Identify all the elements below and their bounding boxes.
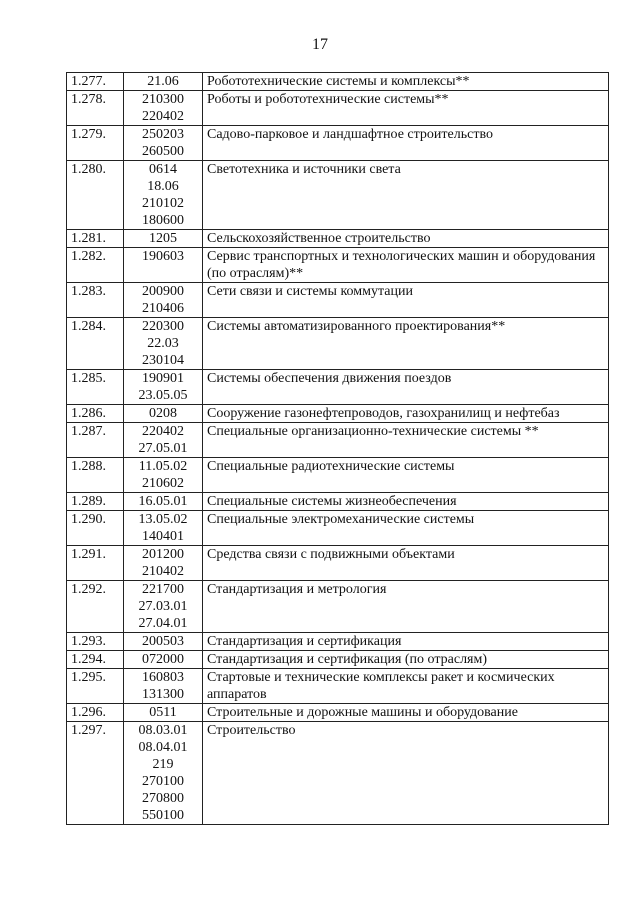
specialty-code: 200900 bbox=[142, 284, 184, 299]
specialty-code: 210402 bbox=[142, 564, 184, 579]
table-row bbox=[67, 651, 609, 669]
specialty-code: 220402 bbox=[142, 424, 184, 439]
specialty-code: 210406 bbox=[142, 301, 184, 316]
table-row bbox=[67, 546, 609, 581]
specialty-code: 22.03 bbox=[147, 336, 179, 351]
specialty-name: Стандартизация и сертификация (по отраслям) bbox=[203, 651, 609, 669]
table-body bbox=[67, 73, 609, 825]
row-number: 1.295. bbox=[67, 669, 124, 704]
specialty-code: 200503 bbox=[142, 634, 184, 649]
row-number: 1.294. bbox=[67, 651, 124, 669]
specialty-codes bbox=[124, 405, 203, 423]
row-number: 1.283. bbox=[67, 283, 124, 318]
specialty-codes bbox=[124, 73, 203, 91]
specialty-name: Специальные радиотехнические системы bbox=[203, 458, 609, 493]
specialty-name: Сервис транспортных и технологических машин и оборудования (по отраслям)** bbox=[203, 248, 609, 283]
specialty-name: Стандартизация и метрология bbox=[203, 581, 609, 633]
specialty-code: 219 bbox=[152, 757, 174, 772]
specialty-code: 08.04.01 bbox=[138, 740, 188, 755]
specialty-codes bbox=[124, 704, 203, 722]
row-number: 1.277. bbox=[67, 73, 124, 91]
table-row bbox=[67, 248, 609, 283]
specialty-code: 18.06 bbox=[147, 179, 179, 194]
row-number: 1.296. bbox=[67, 704, 124, 722]
specialty-code: 11.05.02 bbox=[138, 459, 188, 474]
table-row bbox=[67, 91, 609, 126]
specialty-code: 220300 bbox=[142, 319, 184, 334]
specialty-code: 23.05.05 bbox=[138, 388, 188, 403]
row-number: 1.289. bbox=[67, 493, 124, 511]
specialty-code: 270800 bbox=[142, 791, 184, 806]
specialty-code: 16.05.01 bbox=[138, 494, 188, 509]
table-row bbox=[67, 370, 609, 405]
specialty-codes bbox=[124, 370, 203, 405]
specialty-code: 250203 bbox=[142, 127, 184, 142]
specialty-codes bbox=[124, 126, 203, 161]
row-number: 1.297. bbox=[67, 722, 124, 825]
table-row bbox=[67, 73, 609, 91]
specialty-codes bbox=[124, 161, 203, 230]
row-number: 1.278. bbox=[67, 91, 124, 126]
specialty-codes bbox=[124, 423, 203, 458]
specialty-code: 072000 bbox=[142, 652, 184, 667]
specialty-codes bbox=[124, 722, 203, 825]
specialty-name: Специальные системы жизнеобеспечения bbox=[203, 493, 609, 511]
specialty-code: 190603 bbox=[142, 249, 184, 264]
row-number: 1.279. bbox=[67, 126, 124, 161]
row-number: 1.292. bbox=[67, 581, 124, 633]
table-row bbox=[67, 633, 609, 651]
table-row bbox=[67, 283, 609, 318]
table-row bbox=[67, 669, 609, 704]
specialty-name: Системы обеспечения движения поездов bbox=[203, 370, 609, 405]
row-number: 1.291. bbox=[67, 546, 124, 581]
specialty-table bbox=[66, 72, 609, 825]
specialty-code: 270100 bbox=[142, 774, 184, 789]
specialty-name: Стартовые и технические комплексы ракет и космических аппаратов bbox=[203, 669, 609, 704]
specialty-name: Роботы и робототехнические системы** bbox=[203, 91, 609, 126]
specialty-name: Специальные организационно-технические системы ** bbox=[203, 423, 609, 458]
specialty-name: Сельскохозяйственное строительство bbox=[203, 230, 609, 248]
specialty-code: 210602 bbox=[142, 476, 184, 491]
table-row bbox=[67, 511, 609, 546]
specialty-code: 13.05.02 bbox=[138, 512, 188, 527]
table-row bbox=[67, 230, 609, 248]
table-row bbox=[67, 722, 609, 825]
specialty-name: Садово-парковое и ландшафтное строительство bbox=[203, 126, 609, 161]
specialty-name: Строительные и дорожные машины и оборудование bbox=[203, 704, 609, 722]
specialty-codes bbox=[124, 458, 203, 493]
specialty-name: Стандартизация и сертификация bbox=[203, 633, 609, 651]
row-number: 1.285. bbox=[67, 370, 124, 405]
specialty-code: 230104 bbox=[142, 353, 184, 368]
specialty-codes bbox=[124, 248, 203, 283]
table-row bbox=[67, 458, 609, 493]
table-row bbox=[67, 581, 609, 633]
specialty-codes bbox=[124, 651, 203, 669]
table-row bbox=[67, 318, 609, 370]
specialty-name: Робототехнические системы и комплексы** bbox=[203, 73, 609, 91]
specialty-code: 190901 bbox=[142, 371, 184, 386]
specialty-name: Строительство bbox=[203, 722, 609, 825]
row-number: 1.284. bbox=[67, 318, 124, 370]
specialty-code: 140401 bbox=[142, 529, 184, 544]
specialty-codes bbox=[124, 318, 203, 370]
specialty-code: 180600 bbox=[142, 213, 184, 228]
specialty-name: Сооружение газонефтепроводов, газохранилищ и нефтебаз bbox=[203, 405, 609, 423]
specialty-codes bbox=[124, 546, 203, 581]
table-row bbox=[67, 405, 609, 423]
specialty-name: Средства связи с подвижными объектами bbox=[203, 546, 609, 581]
specialty-code: 0511 bbox=[149, 705, 177, 720]
specialty-code: 201200 bbox=[142, 547, 184, 562]
specialty-codes bbox=[124, 91, 203, 126]
specialty-codes bbox=[124, 493, 203, 511]
specialty-codes bbox=[124, 230, 203, 248]
specialty-code: 260500 bbox=[142, 144, 184, 159]
specialty-codes bbox=[124, 511, 203, 546]
table-row bbox=[67, 161, 609, 230]
specialty-code: 27.04.01 bbox=[138, 616, 188, 631]
specialty-code: 27.03.01 bbox=[138, 599, 188, 614]
specialty-code: 210300 bbox=[142, 92, 184, 107]
table-row bbox=[67, 126, 609, 161]
specialty-code: 220402 bbox=[142, 109, 184, 124]
row-number: 1.286. bbox=[67, 405, 124, 423]
row-number: 1.280. bbox=[67, 161, 124, 230]
specialty-code: 131300 bbox=[142, 687, 184, 702]
specialty-codes bbox=[124, 633, 203, 651]
specialty-codes bbox=[124, 669, 203, 704]
specialty-codes bbox=[124, 283, 203, 318]
specialty-code: 0208 bbox=[149, 406, 177, 421]
specialty-name: Сети связи и системы коммутации bbox=[203, 283, 609, 318]
specialty-code: 550100 bbox=[142, 808, 184, 823]
row-number: 1.293. bbox=[67, 633, 124, 651]
specialty-code: 160803 bbox=[142, 670, 184, 685]
specialty-code: 1205 bbox=[149, 231, 177, 246]
specialty-code: 221700 bbox=[142, 582, 184, 597]
specialty-codes bbox=[124, 581, 203, 633]
specialty-code: 21.06 bbox=[147, 74, 179, 89]
table-row bbox=[67, 423, 609, 458]
specialty-name: Системы автоматизированного проектирования** bbox=[203, 318, 609, 370]
row-number: 1.282. bbox=[67, 248, 124, 283]
row-number: 1.288. bbox=[67, 458, 124, 493]
specialty-code: 08.03.01 bbox=[138, 723, 188, 738]
row-number: 1.281. bbox=[67, 230, 124, 248]
table-row bbox=[67, 704, 609, 722]
page-number: 17 bbox=[312, 36, 328, 53]
row-number: 1.287. bbox=[67, 423, 124, 458]
specialty-code: 27.05.01 bbox=[138, 441, 188, 456]
specialty-code: 210102 bbox=[142, 196, 184, 211]
specialty-name: Специальные электромеханические системы bbox=[203, 511, 609, 546]
row-number: 1.290. bbox=[67, 511, 124, 546]
specialty-code: 0614 bbox=[149, 162, 177, 177]
specialty-name: Светотехника и источники света bbox=[203, 161, 609, 230]
table-row bbox=[67, 493, 609, 511]
